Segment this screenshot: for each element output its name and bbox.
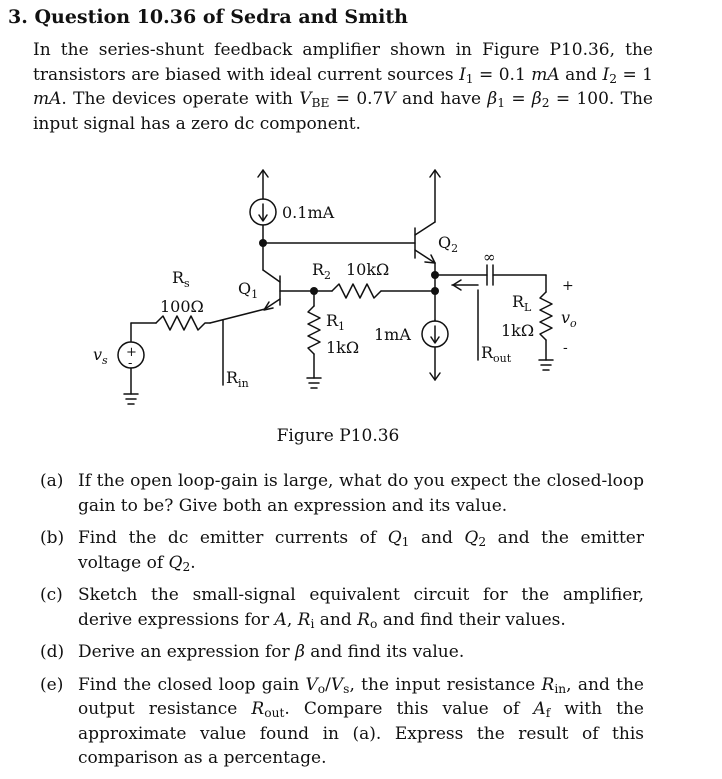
question-title: Question 10.36 of Sedra and Smith (34, 6, 408, 28)
part-e (40, 673, 644, 771)
part-text: and (314, 609, 358, 630)
junction-dot (431, 287, 439, 295)
part-text: Sketch the small-signal equivalent circuit for the amplifier, derive expressions for (78, 585, 644, 630)
vo-subscript: o (317, 681, 326, 696)
q2-subscript: 2 (182, 559, 191, 574)
intro-text-6: = 100. The input signal has a zero dc component. (33, 89, 653, 134)
label-r1-value: 1kΩ (326, 338, 360, 357)
junction-dot (431, 271, 439, 279)
current-source-i2 (422, 320, 448, 380)
resistor-rl (539, 275, 553, 370)
part-text: and find its value. (304, 642, 465, 662)
current-source-i1 (250, 170, 276, 243)
part-text: Find the closed loop gain (78, 674, 306, 695)
vs-minus-sign: - (128, 356, 133, 371)
i1-subscript: 1 (465, 71, 474, 86)
part-b (40, 526, 644, 575)
label-q1: $Q_1$ (238, 279, 259, 301)
junction-dot (259, 239, 267, 247)
ro-subscript: o (369, 616, 378, 631)
part-text: . Compare this value of (284, 699, 534, 719)
intro-text-1: In the series-shunt feedback amplifier shown in Figure P10.36, the transistors are biased with ideal current sources (33, 40, 653, 85)
label-rs: $R_s$ (172, 268, 190, 290)
label-vs: $v_s$ (93, 345, 108, 367)
rin-subscript: in (554, 681, 567, 696)
part-text: . (190, 552, 196, 573)
i1-value: = 0.1 (473, 64, 532, 85)
vo-plus-sign: + (562, 278, 574, 294)
label-i2: 1mA (374, 325, 411, 344)
part-d (40, 640, 644, 665)
label-rout: $R_{out}$ (481, 343, 512, 365)
beta2-subscript: 2 (541, 96, 550, 111)
beta2-symbol: β (531, 89, 542, 109)
part-c (40, 583, 644, 632)
rout-probe (452, 280, 478, 360)
vbe-value: = 0.7 (329, 89, 384, 109)
part-text: and (409, 528, 465, 548)
part-text: with the approximate value found in (a). Express the result of this comparison as a percentage. (78, 699, 644, 768)
ri-symbol: R (297, 609, 311, 630)
rout-subscript: out (264, 706, 285, 721)
ro-symbol: R (357, 609, 370, 630)
circuit-diagram (0, 160, 676, 422)
part-a (40, 469, 644, 518)
label-vo: $v_o$ (561, 308, 577, 330)
transistor-q2 (415, 170, 440, 320)
resistor-r1 (307, 291, 321, 388)
label-r2: $R_2$ (312, 260, 332, 282)
q1-collector-wire (263, 243, 415, 282)
label-r1: $R_1$ (326, 311, 346, 333)
intro-text-2: and (559, 64, 603, 85)
label-infinity: ∞ (483, 248, 496, 266)
problem-statement (33, 38, 653, 136)
rout-symbol: R (251, 699, 265, 719)
part-label: (c) (40, 585, 63, 605)
part-text: , the input resistance (349, 674, 542, 695)
part-label: (b) (40, 528, 65, 548)
q2-symbol: Q (464, 528, 479, 548)
vbe-symbol: V (299, 89, 312, 109)
label-rin: $R_{in}$ (226, 368, 249, 390)
resistor-r2 (314, 284, 436, 298)
output-coupling (435, 265, 546, 285)
i1-symbol: I (459, 64, 466, 85)
vbe-unit: V (383, 89, 396, 109)
label-rl-value: 1kΩ (501, 321, 535, 340)
q2-subscript: 2 (478, 535, 487, 550)
resistor-rs (131, 316, 210, 341)
intro-text-5: = (505, 89, 532, 109)
vs-plus-sign: + (126, 345, 137, 360)
part-label: (e) (40, 674, 64, 695)
gain-symbol: A (274, 609, 287, 630)
part-text: If the open loop-gain is large, what do you expect the closed-loop gain to be? Give both an expression and its value. (78, 471, 644, 516)
label-r2-value: 10kΩ (346, 260, 390, 279)
vo-symbol: V (305, 674, 318, 695)
intro-text-3: . The devices operate with (61, 89, 300, 109)
part-text: Derive an expression for (78, 642, 296, 662)
q1-subscript: 1 (401, 535, 410, 550)
junction-dot (310, 287, 318, 295)
vs-subscript: s (343, 681, 350, 696)
question-parts (40, 469, 644, 779)
part-text: and find their values. (377, 609, 566, 630)
label-i1: 0.1mA (282, 203, 335, 222)
label-rs-value: 100Ω (160, 297, 204, 316)
beta1-subscript: 1 (497, 96, 505, 111)
beta1-symbol: β (487, 89, 498, 109)
vbe-subscript: BE (311, 96, 330, 111)
slash: / (325, 674, 331, 695)
intro-text-4: and have (395, 89, 488, 109)
i2-symbol: I (602, 64, 610, 85)
i2-value: = 1 (617, 64, 653, 85)
vs-symbol: V (330, 674, 344, 695)
vo-minus-sign: - (563, 340, 568, 356)
i2-subscript: 2 (609, 71, 618, 86)
af-subscript: f (545, 706, 551, 721)
q1-emitter-wire (210, 309, 265, 323)
figure-caption: Figure P10.36 (276, 426, 400, 446)
part-text: Find the dc emitter currents of (78, 528, 388, 548)
af-symbol: A (533, 699, 546, 719)
beta-symbol: β (295, 642, 305, 662)
question-heading (8, 6, 408, 28)
q1-symbol: Q (387, 528, 402, 548)
part-label: (d) (40, 642, 65, 662)
transistor-q1 (264, 276, 314, 310)
question-number: 3. (8, 6, 28, 28)
ri-subscript: i (310, 616, 315, 631)
part-text: and the emitter voltage of (78, 528, 644, 573)
rin-symbol: R (541, 674, 555, 695)
part-text: , (286, 609, 298, 630)
label-q2: $Q_2$ (438, 233, 459, 255)
q2-symbol: Q (168, 552, 183, 573)
label-rl: $R_L$ (512, 292, 532, 314)
part-text: , and the output resistance (78, 674, 644, 719)
part-label: (a) (40, 471, 64, 491)
i2-unit: mA (33, 89, 62, 109)
i1-unit: mA (531, 64, 560, 85)
